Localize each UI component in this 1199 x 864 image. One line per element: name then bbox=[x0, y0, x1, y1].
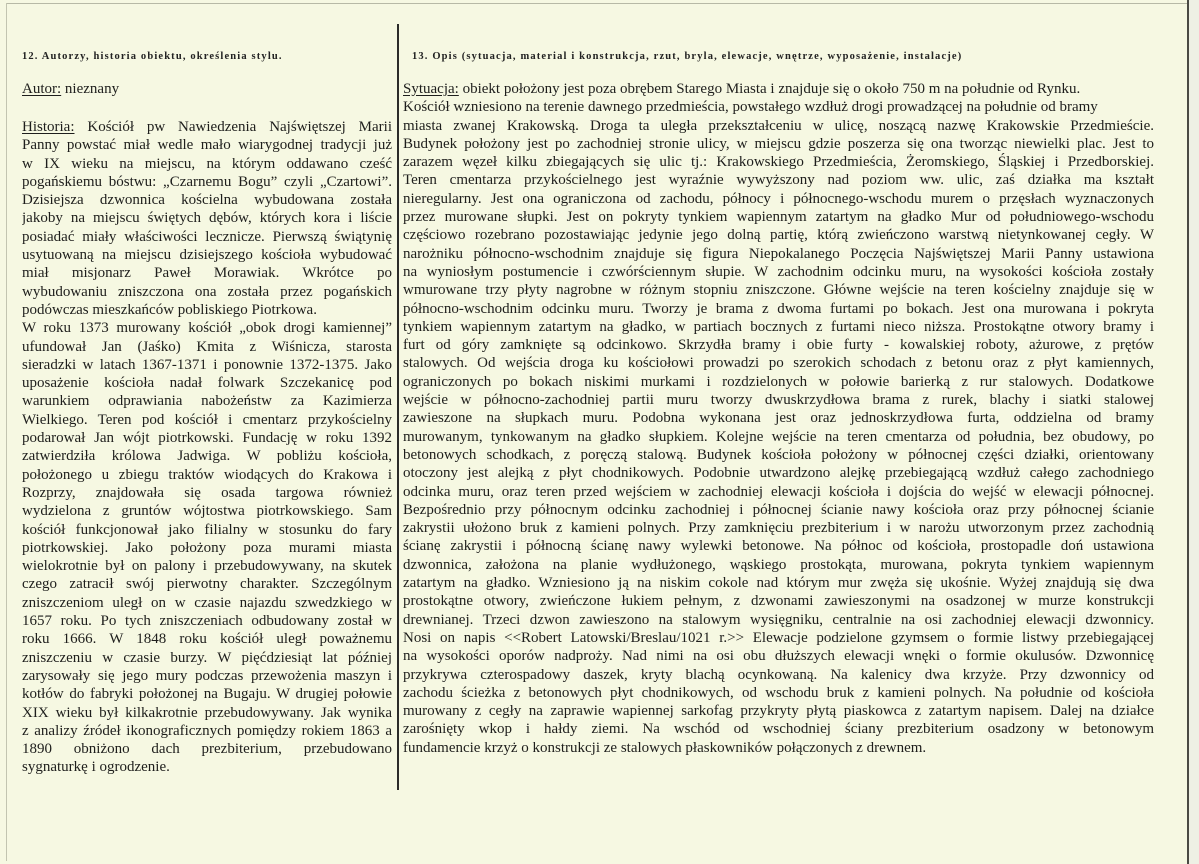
author-label: Autor: bbox=[22, 81, 62, 97]
situation-line-text: obiekt położony jest poza obrębem Starego Miasta i znajduje się o około 750 m na południe od Rynku. bbox=[462, 81, 1081, 97]
history-line: wybudowaniu zniszczona ona została przez pogańskich bbox=[22, 283, 392, 300]
history-line: ufundował Jan (Jaśko) Kmita z Wiśnicza, starosta bbox=[22, 338, 392, 355]
situation-line: fundamencie krzyż o konstrukcji ze stalowych płaskowników połączonych z drewnem. bbox=[403, 739, 927, 756]
frame-top-border bbox=[6, 3, 1188, 4]
history-line: sieradzki w latach 1367-1371 i ponownie 1372-1375. Jako bbox=[22, 356, 392, 373]
situation-line: otoczony jest alejką z płyt chodnikowych. Podobnie utwardzono alejkę przebiegającą wzdłuż całego zachodniego bbox=[403, 465, 1154, 482]
history-line: zniszczeniom uległ on w czasie najazdu szwedzkiego w bbox=[22, 594, 392, 611]
situation-line: zarazem węzeł kilku zbiegających się ulic tj.: Krakowskiego Przedmieścia, Żeromskiego, Śląskiej i Przedborskiej. bbox=[403, 154, 1154, 171]
history-line: uposażenie kościoła nadał folwark Szczekanicę pod bbox=[22, 375, 392, 392]
history-line: zarysowały się jego mury podczas przewożenia maszyn i bbox=[22, 667, 392, 684]
situation-line: Bezpośrednio przy północnym odcinku zachodniej i północnej ścianie nawy kościoła oraz przy północnej ścianie bbox=[403, 501, 1154, 518]
situation-line: na wysokości oporów nadproży. Nad nimi na osi obu dłuższych elewacji wnęki o formie okulusów. Dzwonnicę bbox=[403, 648, 1154, 665]
history-line: czego zatracił swój pierwotny charakter. Szczególnym bbox=[22, 576, 392, 593]
history-line: roku 1666. W 1848 roku kościół uległ poważnemu bbox=[22, 631, 392, 648]
history-label: Historia: bbox=[22, 119, 75, 135]
history-line: 1890 obniżono dach prezbiterium, przebudowano bbox=[22, 741, 392, 758]
situation-line: wmurowane trzy płyty nagrobne w różnym stopniu zniszczone. Główne wejście na teren kościelny znajduje się w bbox=[403, 282, 1154, 299]
situation-line: Teren cmentarza przykościelnego jest wyraźnie wywyższony nad poziom ww. ulic, zaś działka ma kształt bbox=[403, 172, 1154, 189]
history-line: położonego u zbiegu traktów wiodących do Krakowa i bbox=[22, 466, 392, 483]
history-line: XIX wieku był kilkakrotnie przebudowywany. Jak wynika bbox=[22, 704, 392, 721]
situation-line: zakrystii ułożono bruk z kamieni polnych. Przy zamknięciu prezbiterium i w narożu utworzonym przez zachodnią bbox=[403, 520, 1154, 537]
situation-line: drewnianej. Trzeci dzwon zawieszono na stalowym wysięgniku, centralnie na osi zachodniej elewacji dzwonnicy. bbox=[403, 611, 1154, 628]
history-line: Wielkiego. Teren pod kościół i cmentarz przykościelny bbox=[22, 411, 392, 428]
history-line: zatwierdziła królowa Jadwiga. W pobliżu kościoła, bbox=[22, 448, 392, 465]
situation-line: zawieszone na słupkach muru. Podobna wykonana jest oraz jednoskrzydłowa furta, oddzielna od bramy bbox=[403, 410, 1154, 427]
history-line: W roku 1373 murowany kościół „obok drogi kamiennej” bbox=[22, 320, 392, 337]
situation-line: wejście w północno-zachodniej partii muru tworzy dwuskrzydłowa brama z rurek, blachy i siatki stalowej bbox=[403, 392, 1154, 409]
situation-line: ścianę zakrystii i północną ścianę nawy wylewki betonowe. Na północ od kościoła, prostopadle doń ustawiona bbox=[403, 538, 1154, 555]
history-line: kościół funkcjonował jako filialny w stosunku do fary bbox=[22, 521, 392, 538]
situation-line: Nosi on napis <<Robert Latowski/Breslau/1021 r.>> Elewacje podzielone gzymsem o formie listwy przebiegającej bbox=[403, 629, 1154, 646]
situation-line: betonowych schodkach, z poręczą stalową. Budynek kościoła położony w północnej części działki, orientowany bbox=[403, 446, 1154, 463]
situation-line: furt od góry zamknięte są odcinkowo. Skrzydła bramy i obie furty - kowalskiej roboty, ażurowe, z prętów bbox=[403, 337, 1154, 354]
situation-line: prostokątne otwory, zwieńczone łukiem pełnym, z dzwonami zawieszonymi na osadzonej w murze konstrukcji bbox=[403, 593, 1154, 610]
history-line: jakoby na miejscu świętych dębów, których kora i liście bbox=[22, 210, 392, 227]
history-line: wydzielona z gruntów wójtostwa piotrkowskiego. Sam bbox=[22, 503, 392, 520]
history-line: 1657 roku. Po tych zniszczeniach odbudowany został w bbox=[22, 613, 392, 630]
frame-left-border bbox=[6, 3, 7, 861]
situation-line: murowany z cegły na zaprawie wapiennej sarkofag przykryty płytą piaskowca z zatartym napisem. Dalej na działce bbox=[403, 703, 1154, 720]
situation-line: nieregularny. Jest ona ograniczona od zachodu, północy i północnego-wschodu murem o przęsłach wyznaczonych bbox=[403, 190, 1154, 207]
author-value: nieznany bbox=[64, 81, 120, 97]
history-line: z analizy źródeł ikonograficznych pomiędzy rokiem 1863 a bbox=[22, 722, 392, 739]
history-line bbox=[22, 118, 392, 136]
history-line: piotrkowskiej. Jako położony poza murami miasta bbox=[22, 539, 392, 556]
history-line-text: Kościół pw Nawiedzenia Najświętszej Marii bbox=[87, 119, 392, 135]
situation-line: Kościół wzniesiono na terenie dawnego przedmieścia, powstałego wzdłuż drogi prowadzącej na południe od bramy bbox=[403, 99, 1098, 116]
situation-line: narożniku północno-wschodnim znajduje się figura Niepokalanego Poczęcia Najświętszej Marii Panny ustawiona bbox=[403, 245, 1154, 262]
history-line: miał misjonarz Paweł Morawiak. Wkrótce po bbox=[22, 265, 392, 282]
section-12-heading: 12. Autorzy, historia obiektu, określenia stylu. bbox=[22, 51, 283, 62]
situation-line: Budynek położony jest po zachodniej stronie ulicy, w miejscu gdzie poszerza się ona tworząc niewielki plac. Jest to bbox=[403, 135, 1154, 152]
history-line: Rozprzy, znajdowała się osada targowa również bbox=[22, 484, 392, 501]
scan-edge bbox=[1189, 0, 1199, 864]
history-line: usytuowaną na miejscu dzisiejszego kościoła wybudować bbox=[22, 247, 392, 264]
history-line: warunkiem odprawiania nabożeństw za Kazimierza bbox=[22, 393, 392, 410]
situation-line: przykrywa czterospadowy daszek, kryty blachą ocynkowaną. Na kalenicy dwa krzyże. Przy dzwonnicy od bbox=[403, 666, 1154, 683]
situation-line: tynkiem wapiennym zatartym na gładko, w partiach bocznych z furtami nieco niższa. Prostokątne otwory bramy i bbox=[403, 318, 1154, 335]
situation-label: Sytuacja: bbox=[403, 81, 459, 97]
situation-line: zatartym na gładko. Wzniesiono ją na niskim cokole nad którym mur zwęża się ukośnie. Wyżej znajdują się dwa bbox=[403, 575, 1154, 592]
situation-line: na wyniosłym postumencie i czwórściennym słupie. W zachodnim odcinku muru, na wysokości kościoła zostały bbox=[403, 263, 1154, 280]
history-line: wielokrotnie był on palony i przebudowywany, na skutek bbox=[22, 558, 392, 575]
situation-line: stalowych. Od wejścia droga ku kościołowi prowadzi po szerokich schodach z betonu oraz z płyt kamiennych, bbox=[403, 355, 1154, 372]
situation-line: dzwonnica, założona na planie wydłużonego, wąskiego prostokąta, murowana, pokryta tynkiem wapiennym bbox=[403, 556, 1154, 573]
situation-line: zarośnięty wkop i hałdy ziemi. Na wschód od wschodniej ściany prezbiterium osadzony w betonowym bbox=[403, 721, 1154, 738]
situation-line: zachodu ścieżka z betonowych płyt chodnikowych, od wschodu bruk z kamieni polnych. Na południe od kościoła bbox=[403, 684, 1154, 701]
history-line: sygnaturkę i ogrodzenie. bbox=[22, 759, 170, 776]
frame-right-border bbox=[1187, 0, 1189, 864]
section-13-heading: 13. Opis (sytuacja, material i konstrukcja, rzut, bryla, elewacje, wnętrze, wyposażenie, instalacje) bbox=[412, 51, 963, 62]
situation-line: ograniczonych po bokach niskimi murkami i rozdzielonych w połowie barierką z rur stalowych. Dodatkowe bbox=[403, 373, 1154, 390]
history-line: posiadać miały właściwości lecznicze. Pierwszą świątynię bbox=[22, 228, 392, 245]
situation-line bbox=[403, 80, 1154, 98]
history-line: pogańskiemu bóstwu: „Czarnemu Bogu” czyli „Czartowi”. bbox=[22, 173, 392, 190]
situation-line: murowanym, tynkowanym na gładko słupkiem. Kolejne wejście na teren cmentarza od południa, bez obudowy, po bbox=[403, 428, 1154, 445]
column-divider bbox=[397, 24, 399, 790]
situation-line: przez murowane słupki. Jest on pokryty tynkiem wapiennym zatartym na gładko Mur od południowego-wschodu bbox=[403, 209, 1154, 226]
history-line: podówczas mieszkańców pobliskiego Piotrkowa. bbox=[22, 301, 317, 318]
history-line: zniszczeniu w czasie burzy. W pięćdziesiąt lat później bbox=[22, 649, 392, 666]
author-block bbox=[22, 80, 392, 98]
situation-line: północno-wschodnim odcinku muru. Tworzy je brama z dwoma furtami po bokach. Jest ona murowana i pokryta bbox=[403, 300, 1154, 317]
author-line bbox=[22, 80, 392, 98]
situation-text bbox=[403, 80, 1154, 757]
situation-line: odcinka muru, oraz teren przed wejściem w zachodniej elewacji kościoła i dojścia do wejść w elewacji północnej. bbox=[403, 483, 1154, 500]
history-line: w IX wieku na miejscu, na którym oddawano cześć bbox=[22, 155, 392, 172]
history-text bbox=[22, 118, 392, 777]
situation-line: częściowo rozebrano pozostawiając jedynie jego dolną partię, którą zwieńczono warstwą nietynkowanej cegły. W bbox=[403, 227, 1154, 244]
history-line: podarował Jan wójt piotrkowski. Fundację w roku 1392 bbox=[22, 430, 392, 447]
history-line: Panny powstać miał wedle mało wiarygodnej tradycji już bbox=[22, 137, 392, 154]
situation-line: miasta zwanej Krakowską. Droga ta uległa przekształceniu w ulicę, noszącą nazwę Krakowskie Przedmieście. bbox=[403, 117, 1154, 134]
history-line: kotłów do fabryki położonej na Bugaju. W drugiej połowie bbox=[22, 686, 392, 703]
history-line: Dzisiejsza dzwonnica kościelna wybudowana została bbox=[22, 192, 392, 209]
